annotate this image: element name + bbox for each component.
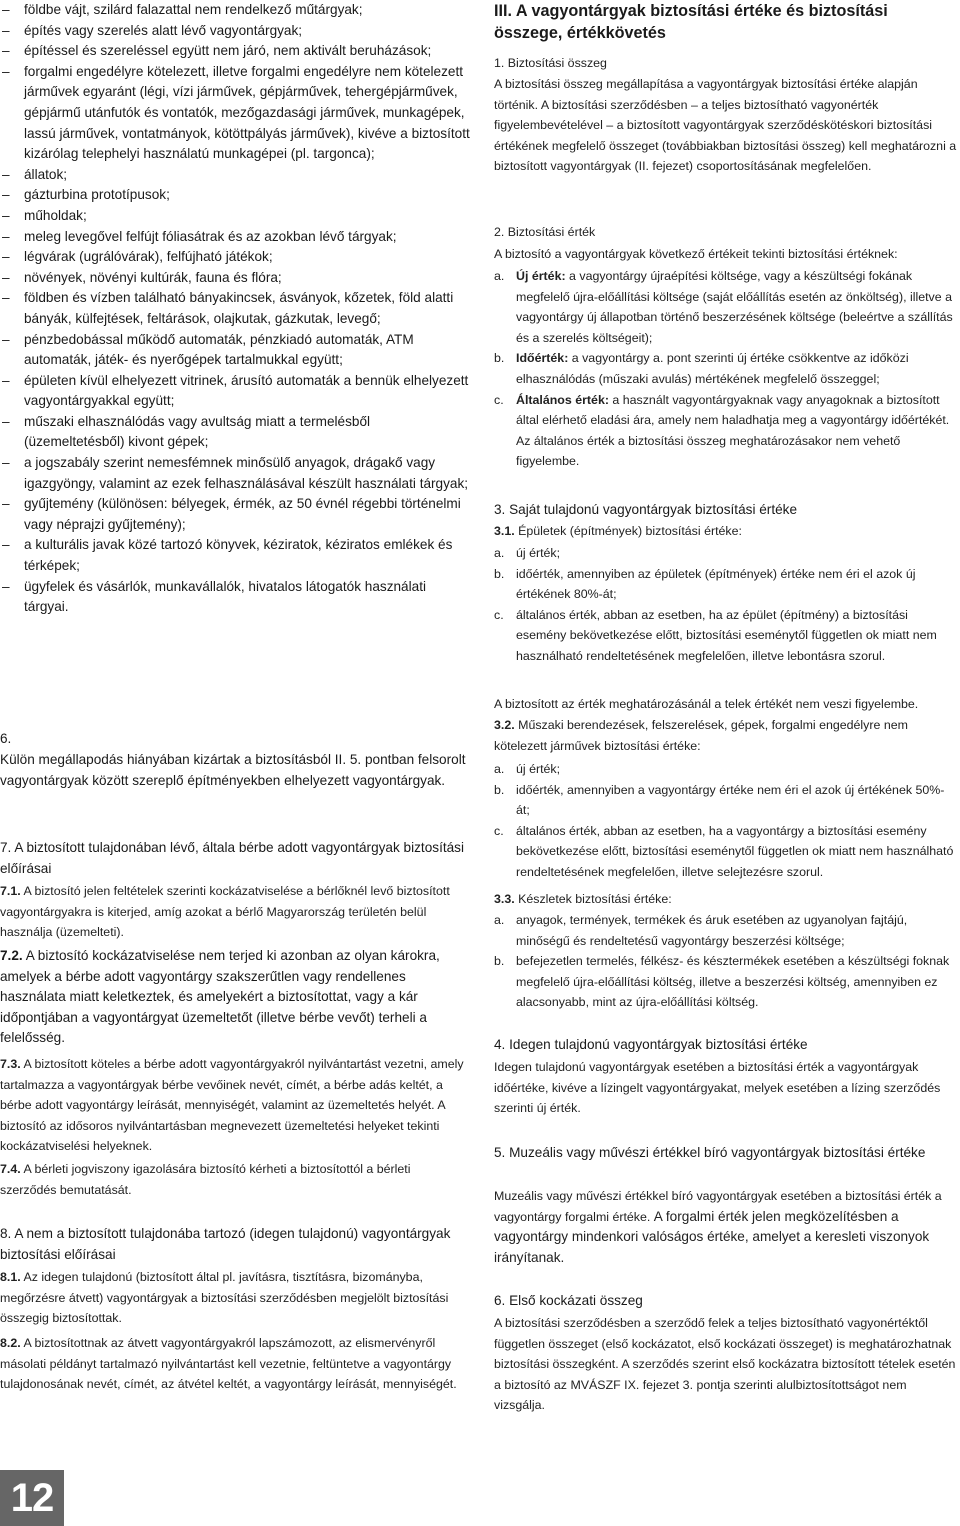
- section-6-text: A biztosítási szerződésben a szerződő felek a teljes biztosítható vagyonértéktől független összeget (első kockázatot, első kockázati összeget) is meghatározhatnak biztosítási összegként. A szerződés szerint első kockázatra biztosított tételek esetén a biztosító az MVÁSZF IX. fejezet 3. pontja szerinti alulbiztosítottságot nem vizsgálja.: [494, 1316, 956, 1413]
- section-3-1-note: A biztosított az érték meghatározásánál a telek értékét nem veszi figyelembe.: [494, 697, 919, 711]
- section-7-2: [0, 946, 470, 1049]
- list-item: – növények, növényi kultúrák, fauna és flóra;: [0, 268, 470, 289]
- paragraph-text: A biztosítottnak az átvett vagyontárgyakról lapszámozott, az elismervényről másolati példányt tartalmazó nyilvántartást kell vezetnie, feltüntetve a vagyontárgy tulajdonosának nevét, címét, az átvétel keltét, a vagyontárgy leírását, mennyiségét.: [0, 1336, 457, 1392]
- section-6-number: 6.: [0, 731, 12, 746]
- item-letter: b.: [494, 782, 505, 797]
- list-item: [494, 605, 958, 667]
- list-item: – meleg levegővel felfújt fóliasátrak és az azokban lévő tárgyak;: [0, 227, 470, 248]
- page-number: 12: [0, 1470, 64, 1526]
- paragraph-text: A biztosított köteles a bérbe adott vagyontárgyakról nyilvántartást vezetni, amely tartalmazza a vagyontárgyak bérbe vevőinek nevét, címét, a bérbe adás keltét, a bérbe adott vagyontárgy leírását, mennyiségét, valamint az üzemeltetés helyét. A biztosító az idősoros nyilvántartásban megnevezett üzemeltetési helyeket tekinti kockázatviselési helyeknek.: [0, 1057, 464, 1154]
- section-number: 7.2.: [0, 948, 23, 963]
- section-number: 8.1.: [0, 1270, 21, 1284]
- section-7-heading: 7. A biztosított tulajdonában lévő, általa bérbe adott vagyontárgyak biztosítási előírásai: [0, 840, 464, 876]
- item-term: Időérték:: [516, 351, 569, 366]
- item-text: általános érték, abban az esetben, ha a vagyontárgy a biztosítási esemény bekövetkezése előtt, biztosítási eseménytől független ok miatt nem használható rendeltetésének megfelelően, illetve selejtezésre szorul.: [516, 823, 954, 879]
- section-number: 3.3.: [494, 892, 515, 906]
- list-item: – légvárak (ugrálóvárak), felfújható játékok;: [0, 247, 470, 268]
- list-item: [494, 543, 958, 564]
- list-item: – állatok;: [0, 165, 470, 186]
- value-type-list: [494, 266, 958, 472]
- item-letter: b.: [494, 954, 505, 969]
- list-item: – építés vagy szerelés alatt lévő vagyontárgyak;: [0, 21, 470, 42]
- item-term: Általános érték:: [516, 392, 609, 407]
- list-item: [494, 266, 958, 348]
- list-item: – pénzbedobással működő automaták, pénzkiadó automaták, ATM automaták, játék- és nyerőgépek tartalmukkal együtt;: [0, 330, 470, 371]
- section-3-2: [494, 715, 958, 756]
- item-text: általános érték, abban az esetben, ha az épület (építmény) a biztosítási esemény bekövetkezése előtt, biztosítási eseménytől független ok miatt nem használható rendeltetésének megfelelően, illetve lebontásra szorul.: [516, 607, 937, 663]
- item-text: a vagyontárgy újraépítési költsége, vagy a készültségi fokának megfelelő újra-előállítási költsége (saját előállítás esetén az önköltség), illetve a vagyontárgy új állapotban történő beszerzésének költsége (beleértve a szállítás és a szerelés költségeit);: [516, 269, 953, 345]
- section-8-heading: 8. A nem a biztosított tulajdonába tartozó (idegen tulajdonú) vagyontárgyak biztosítási előírásai: [0, 1226, 451, 1262]
- list-item: – földben és vízben található bányakincsek, ásványok, kőzetek, föld alatti bányák, külfejtések, feltárások, olajkutak, gázkutak, levegő;: [0, 288, 470, 329]
- paragraph-text: Muzeális vagy művészi értékkel bíró vagyontárgyak esetében a biztosítási érték a vagyontárgy forgalmi értéke.: [494, 1189, 942, 1224]
- list-item: [494, 951, 958, 1013]
- section-3-3: [494, 889, 958, 910]
- section-3-heading: 3. Saját tulajdonú vagyontárgyak biztosítási értéke: [494, 502, 798, 517]
- list-item: – gázturbina prototípusok;: [0, 185, 470, 206]
- list-item: [494, 564, 958, 605]
- list-item: [494, 759, 958, 780]
- section-4-heading: 4. Idegen tulajdonú vagyontárgyak biztosítási értéke: [494, 1037, 808, 1052]
- list-item: – a jogszabály szerint nemesfémnek minősülő anyagok, drágakő vagy igazgyöngy, valamint az ezek felhasználásával készült használati tárgyak;: [0, 453, 470, 494]
- item-letter: c.: [494, 823, 504, 838]
- list-item: – gyűjtemény (különösen: bélyegek, érmék, az 50 évnél régebbi történelmi vagy néprajzi gyűjtemény);: [0, 494, 470, 535]
- section-number: 7.1.: [0, 884, 21, 898]
- item-letter: a.: [494, 762, 505, 776]
- section-5-heading: 5. Muzeális vagy művészi értékkel bíró vagyontárgyak biztosítási értéke: [494, 1145, 926, 1160]
- item-text: anyagok, termények, termékek és áruk esetében az ugyanolyan fajtájú, minőségű és rendeltetésű vagyontárgy beszerzési költsége;: [516, 913, 908, 948]
- section-6-text: Külön megállapodás hiányában kizártak a biztosításból II. 5. pontban felsorolt vagyontárgyak között szereplő építményekben elhelyezett vagyontárgyak.: [0, 752, 466, 788]
- paragraph-text: Épületek (építmények) biztosítási értéke:: [518, 524, 742, 538]
- section-2-heading: 2. Biztosítási érték: [494, 225, 596, 239]
- list-item: [494, 910, 958, 951]
- list-item: – a kulturális javak közé tartozó könyvek, kéziratok, kéziratos emlékek és térképek;: [0, 535, 470, 576]
- list-item: [494, 348, 958, 389]
- item-letter: b.: [494, 351, 505, 366]
- paragraph-text: A biztosító kockázatviselése nem terjed ki azonban az olyan károkra, amelyek a bérbe adott vagyontárgy szakszerűtlen vagy rendellenes használata miatt keletkeztek, és amelyekért a biztosítottat, vagy a kár időpontjában a vagyontárgyat üzemeltetőt (illetve bérbe vevőt) terheli a felelősség.: [0, 948, 440, 1046]
- paragraph-text: Készletek biztosítási értéke:: [518, 892, 672, 906]
- equipment-value-list: [494, 759, 958, 883]
- list-item: – műholdak;: [0, 206, 470, 227]
- item-letter: a.: [494, 913, 505, 927]
- section-7-4: [0, 1159, 470, 1200]
- item-text: időérték, amennyiben az épületek (építmények) értéke nem éri el azok új értékének 80%-át;: [516, 566, 916, 602]
- section-1-text: A biztosítási összeg megállapítása a vagyontárgyak biztosítási értéke alapján történik. A biztosítási szerződésben – a teljes biztosítható vagyonérték figyelembevételével – a biztosított vagyontárgyak szerződéskötéskori biztosítási értékének megfelelő összeget (továbbiakban biztosítási összeg) kell meghatározni a biztosított vagyontárgyak (II. fejezet) csoportosításának megfelelően.: [494, 77, 957, 174]
- list-item: – építéssel és szereléssel együtt nem járó, nem aktivált beruházások;: [0, 41, 470, 62]
- item-term: Új érték:: [516, 269, 566, 283]
- section-6-heading: 6. Első kockázati összeg: [494, 1293, 643, 1308]
- building-value-list: [494, 543, 958, 667]
- item-letter: b.: [494, 566, 505, 581]
- item-letter: c.: [494, 392, 504, 407]
- item-text: új érték;: [516, 762, 561, 776]
- item-text: a vagyontárgy a. pont szerinti új értéke csökkentve az időközi elhasználódás (műszaki avulás) mértékének megfelelő összeggel;: [516, 351, 909, 386]
- section-1-heading: 1. Biztosítási összeg: [494, 56, 607, 70]
- section-number: 7.3.: [0, 1057, 21, 1071]
- item-text: a használt vagyontárgyaknak vagy anyagoknak a biztosított által elérhető eladási ára, amely nem haladhatja meg a vagyontárgy időértékét. Az általános érték a biztosítási összeg meghatározásakor nem vehető figyelembe.: [516, 392, 950, 469]
- item-letter: a.: [494, 269, 505, 283]
- section-3-1: [494, 521, 958, 542]
- section-7-3: [0, 1054, 470, 1157]
- item-text: befejezetlen termelés, félkész- és késztermékek esetében a készültségi foknak megfelelő újra-előállítási költség, illetve a beszerzési költség, amennyiben ez alacsonyabb, mint az újra-előállítási költség.: [516, 954, 950, 1010]
- exclusion-list: [0, 0, 470, 618]
- section-number: 8.2.: [0, 1336, 21, 1350]
- item-text: új érték;: [516, 546, 561, 560]
- section-2-intro: A biztosító a vagyontárgyak következő értékeit tekinti biztosítási értéknek:: [494, 247, 898, 261]
- section-5-text: [494, 1186, 958, 1268]
- list-item: [494, 780, 958, 821]
- section-number: 3.2.: [494, 718, 515, 732]
- item-text: időérték, amennyiben a vagyontárgy értéke nem éri el azok új értékének 50%-át;: [516, 782, 945, 818]
- section-number: 7.4.: [0, 1162, 21, 1176]
- list-item: – forgalmi engedélyre kötelezett, illetve forgalmi engedélyre nem kötelezett járművek egyaránt (légi, vízi járművek, gépjárművek, tehergépjárművek, gépjármű utánfutók és vontatók, mezőgazdasági járművek, munkagépek, lassú járművek, vontatmányok, kötöttpályás járművek), kivéve a biztosított kizárólag telephelyi használatú munkagépei (pl. targonca);: [0, 62, 470, 165]
- section-8-2: [0, 1333, 470, 1395]
- inventory-value-list: [494, 910, 958, 1013]
- section-4-text: Idegen tulajdonú vagyontárgyak esetében a biztosítási érték a vagyontárgyak időértéke, kivéve a lízingelt vagyontárgyakat, melyek esetében a lízing szerződés szerinti új érték.: [494, 1060, 941, 1116]
- list-item: [494, 390, 958, 472]
- paragraph-text-emphasis: A forgalmi érték jelen megközelítésben a vagyontárgy mindenkori valóságos értéke, amelyet a keresleti viszonyok irányítanak.: [494, 1208, 930, 1265]
- chapter-title: III. A vagyontárgyak biztosítási értéke és biztosítási összege, értékkövetés: [494, 2, 888, 42]
- section-7-1: [0, 881, 470, 943]
- paragraph-text: Műszaki berendezések, felszerelések, gépek, forgalmi engedélyre nem kötelezett járművek biztosítási értéke:: [494, 718, 908, 753]
- section-8-1: [0, 1267, 470, 1329]
- list-item: – műszaki elhasználódás vagy avultság miatt a termelésből (üzemeltetésből) kivont gépek;: [0, 412, 470, 453]
- list-item: – épületen kívül elhelyezett vitrinek, árusító automaták a bennük elhelyezett vagyontárgyakkal együtt;: [0, 371, 470, 412]
- list-item: – ügyfelek és vásárlók, munkavállalók, hivatalos látogatók használati tárgyai.: [0, 577, 470, 618]
- paragraph-text: Az idegen tulajdonú (biztosított által pl. javításra, tisztításra, bizományba, megőrzésre átvett) vagyontárgyak a biztosítási szerződésben megjelölt biztosítási összegig biztosítottak.: [0, 1270, 449, 1326]
- section-number: 3.1.: [494, 524, 515, 538]
- paragraph-text: A bérleti jogviszony igazolására biztosító kérheti a biztosítottól a bérleti szerződés bemutatását.: [0, 1162, 411, 1197]
- paragraph-text: A biztosító jelen feltételek szerinti kockázatviselése a bérlőknél levő biztosított vagyontárgyakra is kiterjed, amíg azokat a bérlő Magyarország területén belül használja (üzemelteti).: [0, 884, 450, 940]
- list-item: [494, 821, 958, 883]
- item-letter: c.: [494, 607, 504, 622]
- list-item: – földbe vájt, szilárd falazattal nem rendelkező műtárgyak;: [0, 0, 470, 21]
- item-letter: a.: [494, 546, 505, 560]
